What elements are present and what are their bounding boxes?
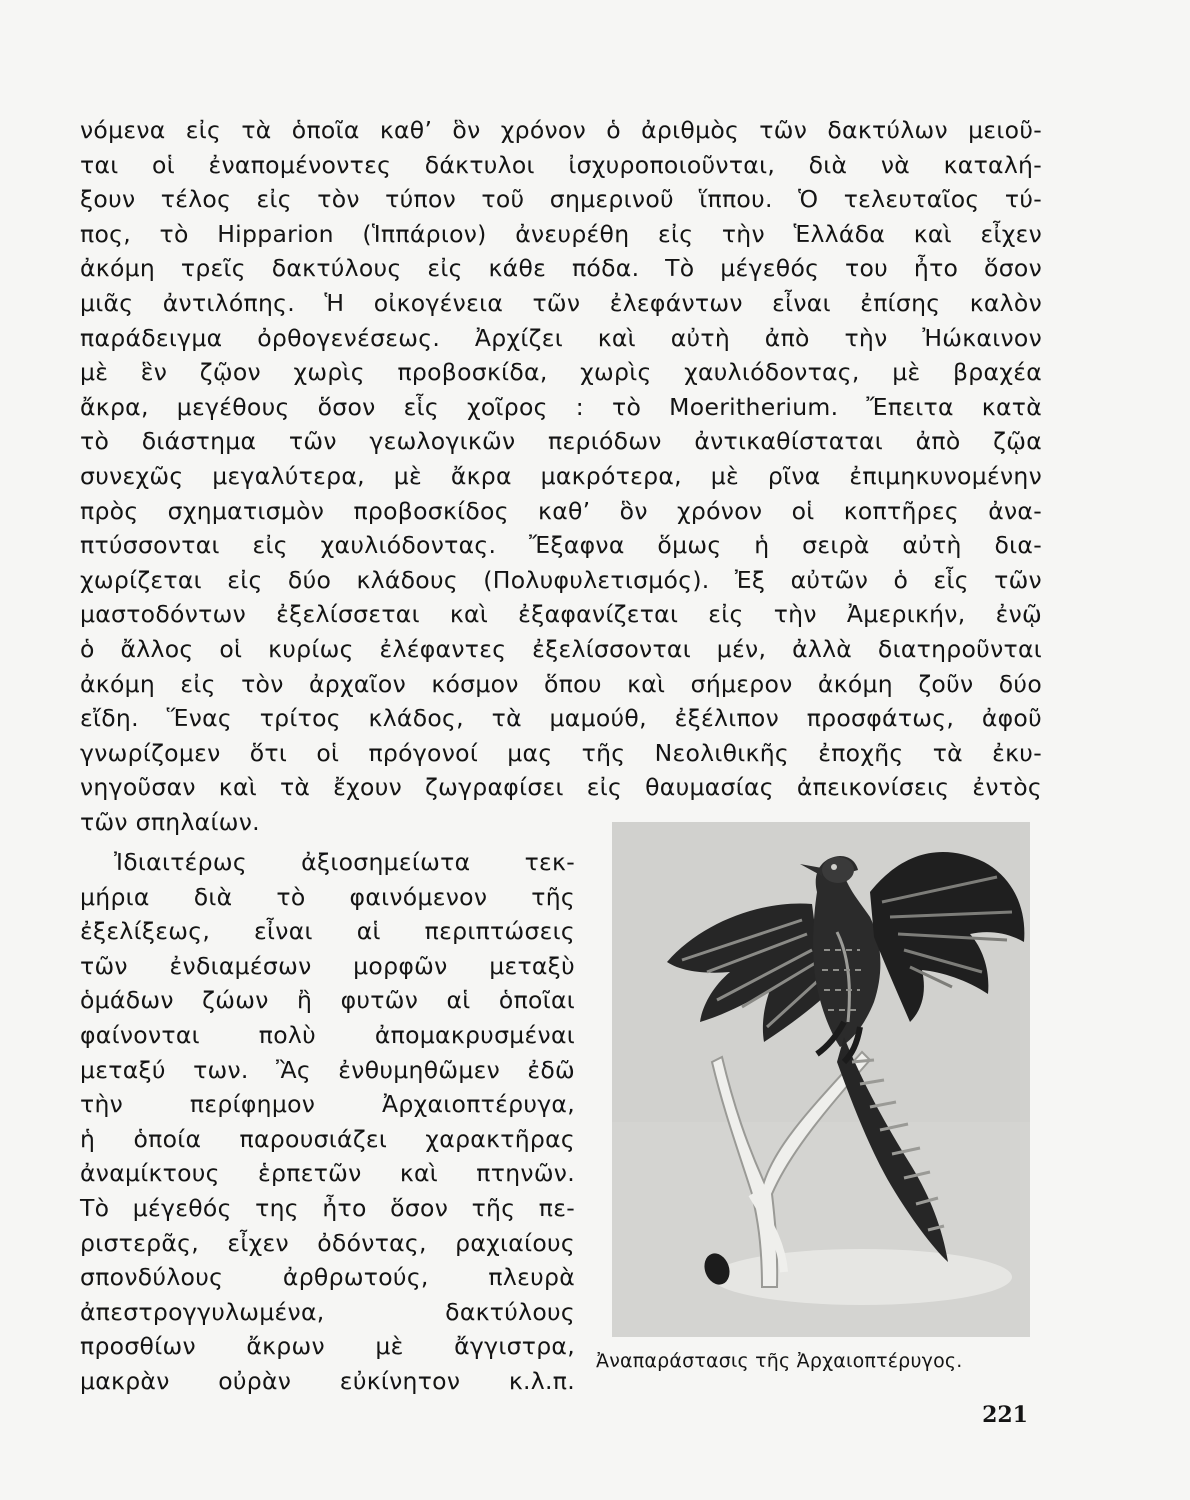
text-line: ριστερᾶς, εἶχεν ὀδόντας, ραχιαίους bbox=[80, 1228, 575, 1257]
text-line: πος, τὸ Hipparion (Ἱππάριον) ἀνευρέθη εἰς τὴν Ἑλλάδα καὶ εἶχεν bbox=[80, 219, 1042, 248]
text-line: ἀκόμη τρεῖς δακτύλους εἰς κάθε πόδα. Τὸ μέγεθός του ἦτο ὅσον bbox=[80, 254, 1042, 283]
text-line: τὴν περίφημον Ἀρχαιοπτέρυγα, bbox=[80, 1090, 575, 1119]
text-line: ξουν τέλος εἰς τὸν τύπον τοῦ σημερινοῦ ἵππου. Ὁ τελευταῖος τύ- bbox=[80, 185, 1042, 214]
text-line: πρὸς σχηματισμὸν προβοσκίδος καθ’ ὃν χρόνον οἱ κοπτῆρες ἀνα- bbox=[80, 496, 1042, 525]
page-number: 221 bbox=[982, 1402, 1028, 1428]
text-line: ἀναμίκτους ἑρπετῶν καὶ πτηνῶν. bbox=[80, 1159, 575, 1188]
text-line: τὸ διάστημα τῶν γεωλογικῶν περιόδων ἀντικαθίσταται ἀπὸ ζῷα bbox=[80, 427, 1042, 456]
text-line: μακρὰν οὐρὰν εὐκίνητον κ.λ.π. bbox=[80, 1366, 575, 1395]
text-line: νόμενα εἰς τὰ ὁποῖα καθ’ ὃν χρόνον ὁ ἀριθμὸς τῶν δακτύλων μειοῦ- bbox=[80, 116, 1042, 144]
text-line: μεταξύ των. Ἂς ἐνθυμηθῶμεν ἐδῶ bbox=[80, 1055, 575, 1084]
text-line: ἐξελίξεως, εἶναι αἱ περιπτώσεις bbox=[80, 917, 575, 946]
text-line: συνεχῶς μεγαλύτερα, μὲ ἄκρα μακρότερα, μὲ ρῖνα ἐπιμηκυνομένην bbox=[80, 461, 1042, 490]
text-line: πτύσσονται εἰς χαυλιόδοντας. Ἔξαφνα ὅμως ἡ σειρὰ αὐτὴ δια- bbox=[80, 531, 1042, 560]
text-line: ἡ ὁποία παρουσιάζει χαρακτῆρας bbox=[80, 1124, 575, 1153]
text-line: τῶν σπηλαίων. bbox=[80, 807, 260, 836]
text-line: τῶν ἐνδιαμέσων μορφῶν μεταξὺ bbox=[80, 951, 575, 980]
text-line: μήρια διὰ τὸ φαινόμενον τῆς bbox=[80, 882, 575, 911]
text-line: εἴδη. Ἕνας τρίτος κλάδος, τὰ μαμούθ, ἐξέλιπον προσφάτως, ἀφοῦ bbox=[80, 704, 1042, 733]
text-line: ὁ ἄλλος οἱ κυρίως ἐλέφαντες ἐξελίσσονται μέν, ἀλλὰ διατηροῦνται bbox=[80, 634, 1042, 663]
text-line: μιᾶς ἀντιλόπης. Ἡ οἰκογένεια τῶν ἐλεφάντων εἶναι ἐπίσης καλὸν bbox=[80, 288, 1042, 317]
full-width-paragraph bbox=[80, 113, 1042, 839]
text-line: ἄκρα, μεγέθους ὅσον εἷς χοῖρος : τὸ Moeritherium. Ἔπειτα κατὰ bbox=[80, 392, 1042, 421]
text-line: φαίνονται πολὺ ἀπομακρυσμέναι bbox=[80, 1020, 575, 1049]
text-line: ἀκόμη εἰς τὸν ἀρχαῖον κόσμον ὅπου καὶ σήμερον ἀκόμη ζοῦν δύο bbox=[80, 669, 1042, 698]
text-line: μὲ ἓν ζῷον χωρὶς προβοσκίδα, χωρὶς χαυλιόδοντας, μὲ βραχέα bbox=[80, 358, 1042, 387]
text-line: γνωρίζομεν ὅτι οἱ πρόγονοί μας τῆς Νεολιθικῆς ἐποχῆς τὰ ἐκυ- bbox=[80, 738, 1042, 767]
text-line: ὁμάδων ζώων ἢ φυτῶν αἱ ὁποῖαι bbox=[80, 986, 575, 1015]
text-line: Τὸ μέγεθός της ἦτο ὅσον τῆς πε- bbox=[80, 1193, 575, 1222]
text-line: Ἰδιαιτέρως ἀξιοσημείωτα τεκ- bbox=[114, 848, 575, 876]
text-line: παράδειγμα ὀρθογενέσεως. Ἀρχίζει καὶ αὐτὴ ἀπὸ τὴν Ἠώκαινον bbox=[80, 323, 1042, 352]
text-line: ται οἱ ἐναπομένοντες δάκτυλοι ἰσχυροποιοῦνται, διὰ νὰ καταλή- bbox=[80, 150, 1042, 179]
text-line: ἀπεστρογγυλωμένα, δακτύλους bbox=[80, 1297, 575, 1326]
figure-caption: Ἀναπαράστασις τῆς Ἀρχαιοπτέρυγος. bbox=[596, 1350, 963, 1372]
archaeopteryx-illustration bbox=[612, 822, 1030, 1337]
text-line: προσθίων ἄκρων μὲ ἄγγιστρα, bbox=[80, 1332, 575, 1361]
text-line: μαστοδόντων ἐξελίσσεται καὶ ἐξαφανίζεται εἰς τὴν Ἀμερικήν, ἐνῷ bbox=[80, 600, 1042, 629]
text-line: σπονδύλους ἀρθρωτούς, πλευρὰ bbox=[80, 1263, 575, 1292]
archaeopteryx-photo bbox=[612, 822, 1030, 1337]
column-paragraph bbox=[80, 845, 575, 1399]
text-line: χωρίζεται εἰς δύο κλάδους (Πολυφυλετισμός). Ἐξ αὐτῶν ὁ εἷς τῶν bbox=[80, 565, 1042, 594]
text-line: νηγοῦσαν καὶ τὰ ἔχουν ζωγραφίσει εἰς θαυμασίας ἀπεικονίσεις ἐντὸς bbox=[80, 773, 1042, 802]
